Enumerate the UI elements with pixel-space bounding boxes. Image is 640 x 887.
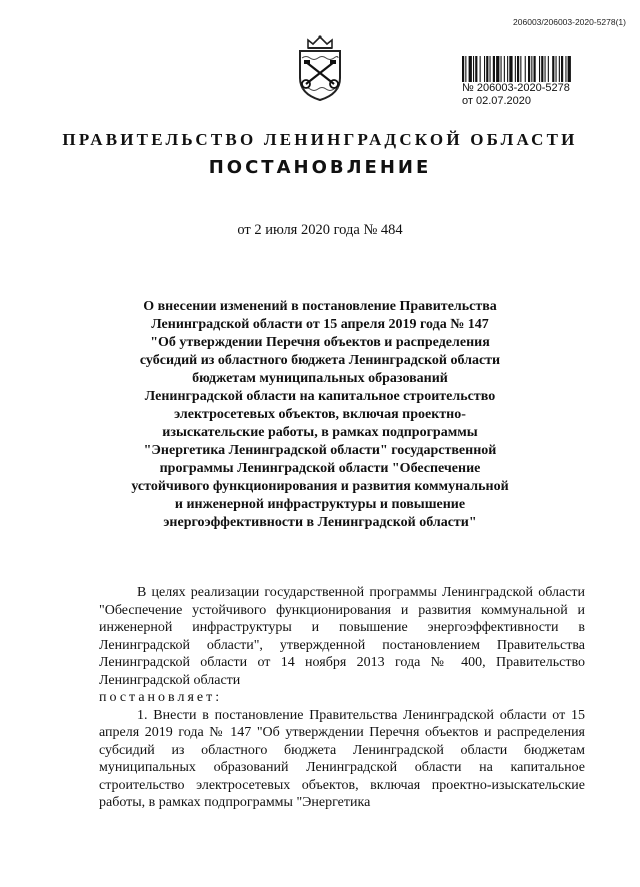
item-1-paragraph: 1. Внести в постановление Правительства Ленинградской области от 15 апреля 2019 года № 147 "Об утверждении Перечня объектов и распределения субсидий из областного бюджета Ленинградской области бюджетам муниципальных образований Ленинградской области на капитальное строительство электросетевых объектов, включая проектно-изыскательские работы, в рамках подпрограммы "Энергетика — [99, 707, 585, 810]
heading-line: О внесении изменений в постановление Правительства — [143, 299, 497, 314]
document-id: 206003/206003-2020-5278(1) — [513, 17, 626, 27]
registration-number: № 206003-2020-5278 — [462, 82, 570, 94]
heading-line: изыскательские работы, в рамках подпрограммы — [162, 425, 478, 440]
heading-line: бюджетам муниципальных образований — [192, 371, 448, 386]
date-and-number: от 2 июля 2020 года № 484 — [237, 222, 403, 238]
government-title: ПРАВИТЕЛЬСТВО ЛЕНИНГРАДСКОЙ ОБЛАСТИ — [62, 130, 578, 149]
heading-line: и инженерной инфраструктуры и повышение — [174, 497, 466, 512]
registration-block — [462, 56, 620, 108]
preamble-paragraph — [99, 584, 585, 707]
document-heading — [100, 298, 540, 532]
heading-line: программы Ленинградской области "Обеспечение — [159, 461, 481, 476]
document-body — [99, 584, 585, 812]
heading-line: Ленинградской области на капитальное строительство — [144, 389, 496, 404]
heading-line: устойчивого функционирования и развития коммунальной — [131, 479, 509, 494]
registration-date: от 02.07.2020 — [462, 95, 532, 107]
barcode-icon — [462, 56, 620, 82]
heading-line: "Энергетика Ленинградской области" государственной — [143, 443, 497, 458]
preamble-text: В целях реализации государственной программы Ленинградской области "Обеспечение устойчивого функционирования и развития коммунальной и инженерной инфраструктуры и повышение энергоэффективности в Ленинградской области", утвержденной постановлением Правительства Ленинградской области от 14 ноября 2013 года № 400, Правительство Ленинградской области — [99, 585, 585, 688]
heading-line: "Об утверждении Перечня объектов и распределения — [150, 335, 490, 350]
heading-line: электросетевых объектов, включая проектно- — [174, 407, 466, 422]
document-type: ПОСТАНОВЛЕНИЕ — [208, 157, 432, 178]
heading-line: энергоэффективности в Ленинградской области" — [163, 515, 477, 530]
resolves-word: постановляет: — [99, 690, 223, 705]
heading-line: субсидий из областного бюджета Ленинградской области — [139, 353, 501, 368]
heading-line: Ленинградской области от 15 апреля 2019 года № 147 — [151, 317, 489, 332]
coat-of-arms-icon — [294, 34, 346, 102]
